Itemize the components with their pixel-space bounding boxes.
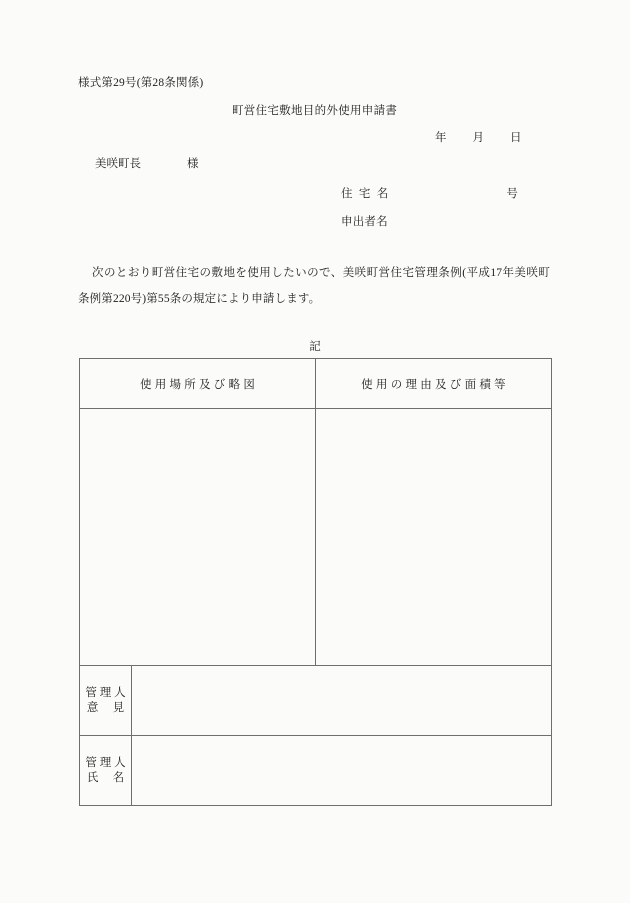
label-manager-name xyxy=(80,736,132,806)
table-header-usage-reason: 使 用 の 理 由 及 び 面 積 等 xyxy=(316,359,552,409)
label-manager-name-line2: 氏 名 xyxy=(86,771,125,784)
addressee-line xyxy=(95,159,199,171)
application-table xyxy=(79,358,552,806)
table-content-row xyxy=(80,409,552,666)
applicant-name-field xyxy=(341,217,388,229)
house-name-field xyxy=(341,189,518,201)
table-row-manager-name xyxy=(80,736,552,806)
label-manager-opinion-line2: 意 見 xyxy=(86,701,125,714)
label-manager-name-line1: 管 理 人 xyxy=(85,756,126,769)
table-cell-usage-reason[interactable] xyxy=(316,409,552,666)
table-cell-manager-opinion[interactable] xyxy=(132,666,552,736)
ki-marker: 記 xyxy=(309,341,321,353)
table-header-usage-location: 使 用 場 所 及 び 略 図 xyxy=(80,359,316,409)
label-manager-opinion xyxy=(80,666,132,736)
house-number-unit: 号 xyxy=(506,188,519,200)
applicant-name-label: 申出者名 xyxy=(341,216,388,228)
table-row-manager-opinion xyxy=(80,666,552,736)
house-name-label: 住 宅 名 xyxy=(341,188,389,200)
form-number: 様式第29号(第28条関係) xyxy=(78,77,204,89)
body-paragraph: 次のとおり町営住宅の敷地を使用したいので、美咲町営住宅管理条例(平成17年美咲町条例第220号)第55条の規定により申請します。 xyxy=(78,267,550,305)
table-cell-usage-location[interactable] xyxy=(80,409,316,666)
date-year-label: 年 xyxy=(435,132,447,144)
document-title: 町営住宅敷地目的外使用申請書 xyxy=(232,105,398,117)
date-line xyxy=(435,133,522,145)
date-day-label: 日 xyxy=(510,132,522,144)
table-header-row xyxy=(80,359,552,409)
date-month-label: 月 xyxy=(472,132,484,144)
addressee-honorific: 様 xyxy=(187,158,199,170)
addressee-name: 美咲町長 xyxy=(95,158,141,170)
table-cell-manager-name[interactable] xyxy=(132,736,552,806)
label-manager-opinion-line1: 管 理 人 xyxy=(85,686,126,699)
